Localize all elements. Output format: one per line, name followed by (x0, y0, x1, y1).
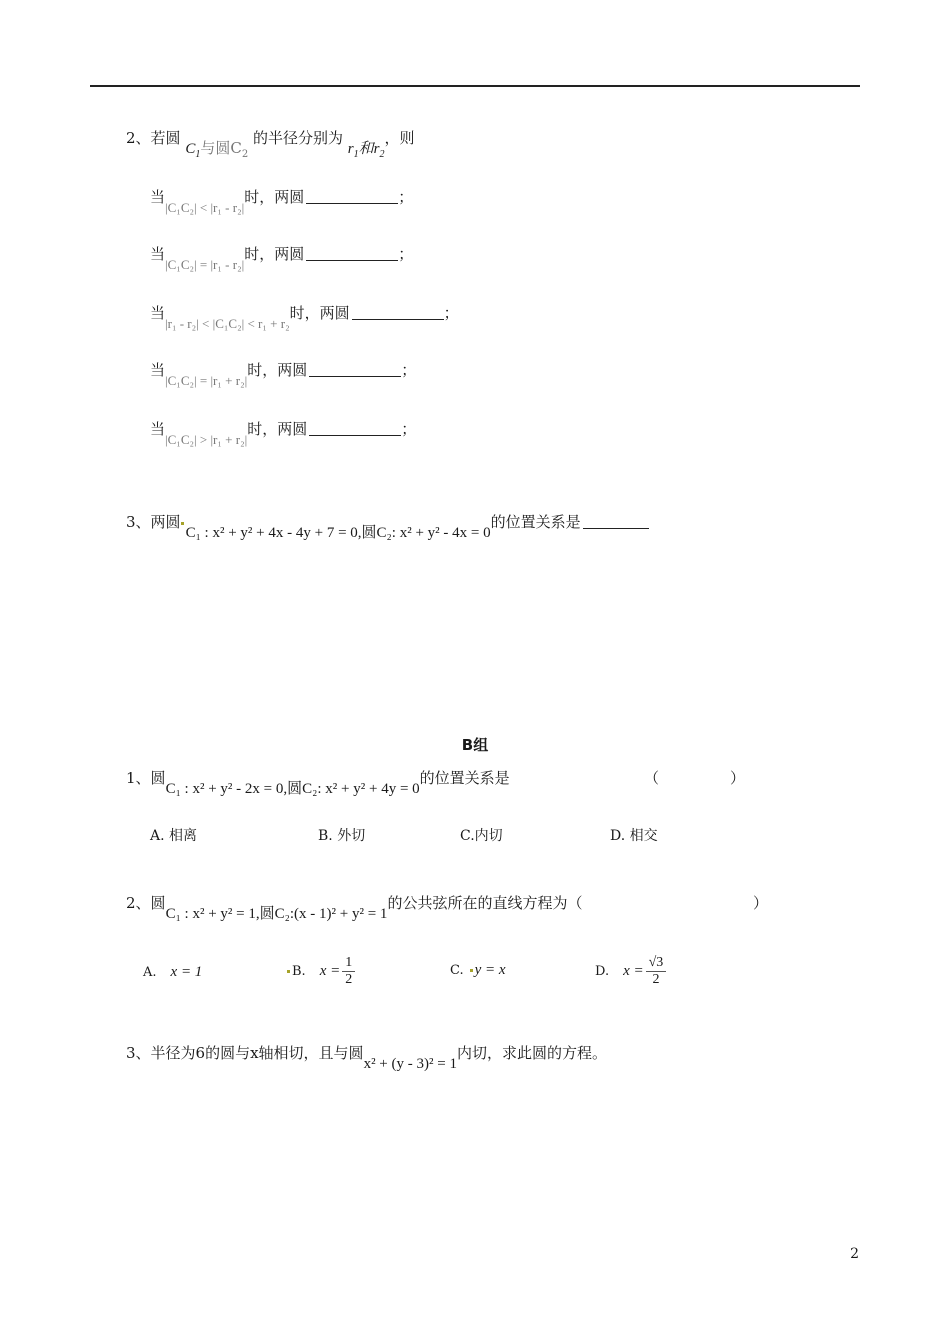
condition-row-4: 当|C₁C₂| = |r₁ + r₂|时，两圆 ； (150, 361, 417, 388)
circle-equations: C₁ : x² + y² + 4x - 4y + 7 = 0,圆C₂: x² + y² - 4x = 0 (185, 525, 491, 541)
fraction: $\frac{√3}{2}$ (646, 955, 667, 988)
question-text-tail: ，则 (384, 129, 415, 147)
answer-paren-close: ） (753, 894, 769, 912)
answer-blank[interactable] (583, 512, 649, 529)
question-3 (126, 510, 649, 541)
option-d[interactable]: D. x = $\frac{√3}{2}$ (595, 954, 668, 989)
option-b[interactable]: B. 外切 (318, 828, 366, 844)
condition-formula: |C₁C₂| = |r₁ + r₂| (165, 373, 248, 388)
question-text: 圆 (150, 894, 166, 912)
option-c[interactable]: C. y = x (450, 962, 506, 978)
answer-blank[interactable] (352, 303, 444, 320)
answer-blank[interactable] (309, 360, 401, 377)
question-b2 (126, 891, 583, 922)
header-rule (90, 85, 860, 87)
condition-formula: |r₁ - r₂| < |C₁C₂| < r₁ + r₂ (165, 316, 290, 331)
option-a[interactable]: A. x = 1 (143, 964, 203, 980)
option-formula: y = x (474, 962, 506, 978)
circle-c1-label: $C_1$ (185, 141, 201, 160)
question-2-stem (126, 126, 415, 160)
circle-equations: C₁ : x² + y² = 1,圆C₂:(x - 1)² + y² = 1 (165, 906, 388, 922)
condition-formula: |C₁C₂| > |r₁ + r₂| (165, 432, 248, 447)
option-b[interactable]: B. x = $\frac{1}{2}$ (287, 954, 357, 989)
question-number: 2、 (126, 894, 151, 912)
question-text: 半径为6的圆与x轴相切，且与圆 (150, 1044, 364, 1062)
circle-equation: x² + (y - 3)² = 1 (363, 1056, 457, 1072)
question-b3 (126, 1041, 607, 1072)
question-text-tail: 内切，求此圆的方程。 (456, 1044, 607, 1062)
option-a[interactable]: A. 相离 (150, 828, 198, 844)
answer-paren-close: ） (730, 769, 746, 787)
radius-label: $r_1$和$r_2$ (347, 141, 385, 160)
question-b1 (126, 766, 510, 797)
circle-equations: C₁ : x² + y² - 2x = 0,圆C₂: x² + y² + 4y = 0 (165, 781, 420, 797)
question-text-tail: 的位置关系是 (419, 769, 510, 787)
answer-blank[interactable] (306, 244, 398, 261)
question-text-mid: 的半径分别为 (253, 129, 344, 147)
question-text: 若圆 (150, 129, 181, 147)
fraction: $\frac{1}{2}$ (342, 955, 355, 988)
answer-blank[interactable] (306, 187, 398, 204)
condition-row-3: 当|r₁ - r₂| < |C₁C₂| < r₁ + r₂时，两圆 ； (150, 304, 459, 331)
answer-blank[interactable] (309, 419, 401, 436)
answer-paren-open: （ (644, 769, 660, 787)
option-c[interactable]: C.内切 (460, 828, 503, 844)
option-formula: x = 1 (170, 964, 203, 980)
condition-row-5: 当|C₁C₂| > |r₁ + r₂|时，两圆 ； (150, 420, 417, 447)
question-number: 3、 (126, 1044, 151, 1062)
circle-c2-label: 与圆$C_2$ (200, 139, 249, 160)
condition-formula: |C₁C₂| = |r₁ - r₂| (165, 257, 245, 272)
condition-formula: |C₁C₂| < |r₁ - r₂| (165, 200, 245, 215)
question-number: 1、 (126, 769, 151, 787)
marker-dot-icon (181, 522, 184, 525)
marker-dot-icon (470, 969, 473, 972)
question-text-tail: 的位置关系是 (490, 513, 581, 531)
option-d[interactable]: D. 相交 (610, 828, 658, 844)
question-text-tail: 的公共弦所在的直线方程为（ (387, 894, 583, 912)
marker-dot-icon (287, 970, 290, 973)
question-text: 两圆 (150, 513, 181, 531)
page-number: 2 (850, 1246, 859, 1262)
question-text: 圆 (150, 769, 166, 787)
question-number: 3、 (126, 513, 151, 531)
condition-row-1: 当|C₁C₂| < |r₁ - r₂|时，两圆 ； (150, 188, 414, 215)
condition-row-2: 当|C₁C₂| = |r₁ - r₂|时，两圆 ； (150, 245, 414, 272)
question-number: 2、 (126, 129, 151, 147)
group-b-title: B组 (461, 736, 489, 754)
